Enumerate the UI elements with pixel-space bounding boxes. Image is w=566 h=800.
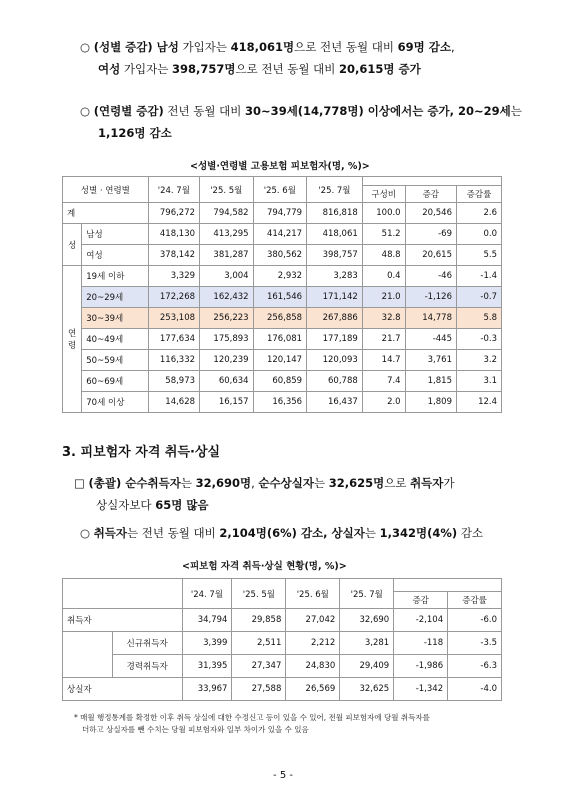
cell: 60,859 — [253, 371, 307, 392]
summary-paragraph-line2 — [96, 494, 536, 516]
group-gender: 성 — [63, 224, 82, 266]
cell: -0.7 — [456, 287, 501, 308]
cell: 1,815 — [405, 371, 456, 392]
cell: 380,562 — [253, 245, 307, 266]
cell: 12.4 — [456, 392, 501, 413]
cell: 32,625 — [340, 678, 394, 701]
cell: 413,295 — [200, 224, 254, 245]
cell: -1,986 — [394, 655, 448, 678]
cell: 0.0 — [456, 224, 501, 245]
text: 가입자는 — [120, 62, 172, 76]
cell: -69 — [405, 224, 456, 245]
text: 전년 동월 대비 — [163, 104, 246, 118]
footnote-line: * 매월 행정통계를 확정한 이후 취득 상실에 대한 수정신고 등이 있을 수 있어, 전월 피보험자에 당월 취득자를 — [74, 713, 430, 722]
header-diff: 증감 — [394, 592, 448, 609]
text: 32,690명 — [195, 476, 252, 490]
cell: 0.4 — [362, 266, 405, 287]
text: 1,342명(4%) — [379, 526, 458, 540]
table2 — [62, 578, 502, 701]
row-label: 40~49세 — [82, 329, 148, 350]
text: 감소 — [457, 526, 484, 540]
text: 가 — [443, 476, 455, 490]
row-label: 30~39세 — [82, 308, 148, 329]
header-blank — [63, 579, 183, 609]
text: , — [251, 476, 259, 490]
cell: 1,809 — [405, 392, 456, 413]
row-label: 20~29세 — [82, 287, 148, 308]
cell: 2,212 — [286, 632, 340, 655]
table-row — [63, 266, 502, 287]
text: (총괄) 순수취득자 — [88, 476, 181, 490]
cell: 58,973 — [148, 371, 199, 392]
row-label: 여성 — [82, 245, 148, 266]
cell: 5.5 — [456, 245, 501, 266]
cell: 21.0 — [362, 287, 405, 308]
cell: 3.2 — [456, 350, 501, 371]
cell: 14,628 — [148, 392, 199, 413]
table1 — [62, 176, 502, 413]
cell: 120,239 — [200, 350, 254, 371]
cell: 378,142 — [148, 245, 199, 266]
text: 는 — [180, 476, 196, 490]
header-blank — [394, 579, 502, 592]
cell: 32,690 — [340, 609, 394, 632]
text: 65명 많음 — [155, 498, 209, 512]
cell: 3,004 — [200, 266, 254, 287]
row-label: 남성 — [82, 224, 148, 245]
row-label: 취득자 — [63, 609, 183, 632]
cell: -1.4 — [456, 266, 501, 287]
header-group: 성별 · 연령별 — [63, 177, 149, 203]
header-c3: '25. 6월 — [286, 579, 340, 609]
bullet-mark: ○ — [80, 526, 94, 540]
header-c3: '25. 6월 — [253, 177, 307, 203]
header-c2: '25. 5월 — [232, 579, 286, 609]
bullet-gender-line2 — [98, 58, 538, 80]
table-row — [63, 203, 502, 224]
text: 상실자보다 — [96, 498, 156, 512]
text: 는 — [313, 476, 329, 490]
cell: 33,967 — [182, 678, 232, 701]
cell: 24,830 — [286, 655, 340, 678]
cell: -4.0 — [448, 678, 502, 701]
cell: 20,615 — [405, 245, 456, 266]
cell: 176,081 — [253, 329, 307, 350]
header-c2: '25. 5월 — [200, 177, 254, 203]
cell: 100.0 — [362, 203, 405, 224]
footnote-line: 더하고 상실자를 뺀 수치는 당월 피보험자와 일부 차이가 있을 수 있음 — [82, 725, 309, 734]
cell: 171,142 — [307, 287, 363, 308]
cell: 256,223 — [200, 308, 254, 329]
table-row-highlight-blue — [63, 287, 502, 308]
cell: 418,130 — [148, 224, 199, 245]
table-row — [63, 609, 502, 632]
text: 398,757명 — [171, 62, 236, 76]
cell: -445 — [405, 329, 456, 350]
cell: 21.7 — [362, 329, 405, 350]
cell: 3.1 — [456, 371, 501, 392]
cell: 14.7 — [362, 350, 405, 371]
row-label: 신규취득자 — [112, 632, 182, 655]
text: 가입자는 — [178, 40, 231, 54]
bullet-gender — [80, 36, 540, 58]
table-row-highlight-orange — [63, 308, 502, 329]
cell: 175,893 — [200, 329, 254, 350]
table2-caption: <피보험 자격 취득·상실 현황(명, %)> — [182, 561, 347, 572]
cell: -0.3 — [456, 329, 501, 350]
cell: -6.3 — [448, 655, 502, 678]
cell: 16,356 — [253, 392, 307, 413]
cell: 398,757 — [307, 245, 363, 266]
bullet-age-line2 — [98, 122, 538, 144]
text: 으로 — [384, 476, 411, 490]
cell: 381,287 — [200, 245, 254, 266]
age-tag: (연령별 증감) — [93, 104, 164, 118]
table-row — [63, 392, 502, 413]
cell: 16,157 — [200, 392, 254, 413]
bullet-age — [80, 100, 540, 122]
cell: 162,432 — [200, 287, 254, 308]
text: 취득자 — [93, 526, 128, 540]
table2-header — [63, 579, 502, 592]
cell: 27,588 — [232, 678, 286, 701]
cell: 120,093 — [307, 350, 363, 371]
cell: 29,409 — [340, 655, 394, 678]
text: 으로 전년 동월 대비 — [294, 40, 398, 54]
cell: -1,126 — [405, 287, 456, 308]
cell: 29,858 — [232, 609, 286, 632]
header-rate: 증감률 — [456, 186, 501, 203]
section-heading: 3. 피보험자 자격 취득·상실 — [62, 445, 221, 460]
table-row — [63, 655, 502, 678]
header-blank — [362, 177, 501, 186]
cell: 3,281 — [340, 632, 394, 655]
text: 2,104명(6%) 감소, 상실자 — [219, 526, 365, 540]
group-age: 연령 — [63, 266, 82, 413]
text: 여성 — [98, 62, 121, 76]
cell: -3.5 — [448, 632, 502, 655]
cell: 414,217 — [253, 224, 307, 245]
cell: 60,634 — [200, 371, 254, 392]
row-label: 상실자 — [63, 678, 183, 701]
row-label: 19세 이하 — [82, 266, 148, 287]
cell: 172,268 — [148, 287, 199, 308]
text: , — [450, 40, 455, 54]
table-row — [63, 224, 502, 245]
cell: 120,147 — [253, 350, 307, 371]
cell: 256,858 — [253, 308, 307, 329]
text: 32,625명 — [328, 476, 385, 490]
cell: 177,189 — [307, 329, 363, 350]
bullet-acquisition — [80, 522, 540, 544]
text: 는 전년 동월 대비 — [127, 526, 220, 540]
row-label: 경력취득자 — [112, 655, 182, 678]
row-label: 50~59세 — [82, 350, 148, 371]
cell: 177,634 — [148, 329, 199, 350]
cell: -2,104 — [394, 609, 448, 632]
bullet-mark: ○ — [80, 40, 94, 54]
text: 69명 감소 — [397, 40, 451, 54]
cell: 3,329 — [148, 266, 199, 287]
table-row — [63, 245, 502, 266]
text: 취득자 — [410, 476, 444, 490]
text: 30~39세(14,778명) 이상에서는 증가, 20~29세 — [245, 104, 511, 118]
cell: 116,332 — [148, 350, 199, 371]
summary-paragraph — [74, 472, 544, 494]
header-c4: '25. 7월 — [307, 177, 363, 203]
cell: 27,347 — [232, 655, 286, 678]
cell: 60,788 — [307, 371, 363, 392]
page-number: - 5 - — [273, 770, 293, 781]
cell: 2,932 — [253, 266, 307, 287]
cell: 794,779 — [253, 203, 307, 224]
bullet-mark: ○ — [80, 104, 94, 118]
cell: 161,546 — [253, 287, 307, 308]
header-share: 구성비 — [362, 186, 405, 203]
row-label: 70세 이상 — [82, 392, 148, 413]
box-mark: □ — [74, 476, 89, 490]
table-row — [63, 632, 502, 655]
cell: 3,761 — [405, 350, 456, 371]
table-row — [63, 350, 502, 371]
text: 1,126명 감소 — [98, 126, 172, 140]
cell: -6.0 — [448, 609, 502, 632]
text: 으로 전년 동월 대비 — [235, 62, 339, 76]
footnote — [74, 712, 544, 736]
table1-caption: <성별·연령별 고용보험 피보험자(명, %)> — [190, 161, 370, 172]
cell: 26,569 — [286, 678, 340, 701]
table1-header — [63, 177, 502, 186]
table-row — [63, 371, 502, 392]
cell: 48.8 — [362, 245, 405, 266]
gender-tag: (성별 증감) — [93, 40, 153, 54]
cell: 794,582 — [200, 203, 254, 224]
header-rate: 증감률 — [448, 592, 502, 609]
cell: 14,778 — [405, 308, 456, 329]
cell: 27,042 — [286, 609, 340, 632]
cell: 32.8 — [362, 308, 405, 329]
text: 20,615명 증가 — [338, 62, 421, 76]
header-diff: 증감 — [405, 186, 456, 203]
cell: 2.0 — [362, 392, 405, 413]
cell: 5.8 — [456, 308, 501, 329]
header-c4: '25. 7월 — [340, 579, 394, 609]
header-c1: '24. 7월 — [182, 579, 232, 609]
cell: 253,108 — [148, 308, 199, 329]
cell: 31,395 — [182, 655, 232, 678]
cell: 418,061 — [307, 224, 363, 245]
row-label: 60~69세 — [82, 371, 148, 392]
row-label: 계 — [63, 203, 149, 224]
cell: 20,546 — [405, 203, 456, 224]
table-row — [63, 678, 502, 701]
text: 남성 — [152, 40, 179, 54]
text: 418,061명 — [230, 40, 295, 54]
text: 순수상실자 — [258, 476, 314, 490]
text: 는 — [510, 104, 522, 118]
header-c1: '24. 7월 — [148, 177, 199, 203]
cell: 3,399 — [182, 632, 232, 655]
indent-cell — [63, 632, 113, 678]
cell: -118 — [394, 632, 448, 655]
cell: 796,272 — [148, 203, 199, 224]
cell: 51.2 — [362, 224, 405, 245]
cell: -46 — [405, 266, 456, 287]
cell: 3,283 — [307, 266, 363, 287]
cell: -1,342 — [394, 678, 448, 701]
cell: 7.4 — [362, 371, 405, 392]
text: 는 — [364, 526, 380, 540]
cell: 267,886 — [307, 308, 363, 329]
cell: 2,511 — [232, 632, 286, 655]
cell: 34,794 — [182, 609, 232, 632]
cell: 16,437 — [307, 392, 363, 413]
table-row — [63, 329, 502, 350]
cell: 816,818 — [307, 203, 363, 224]
cell: 2.6 — [456, 203, 501, 224]
